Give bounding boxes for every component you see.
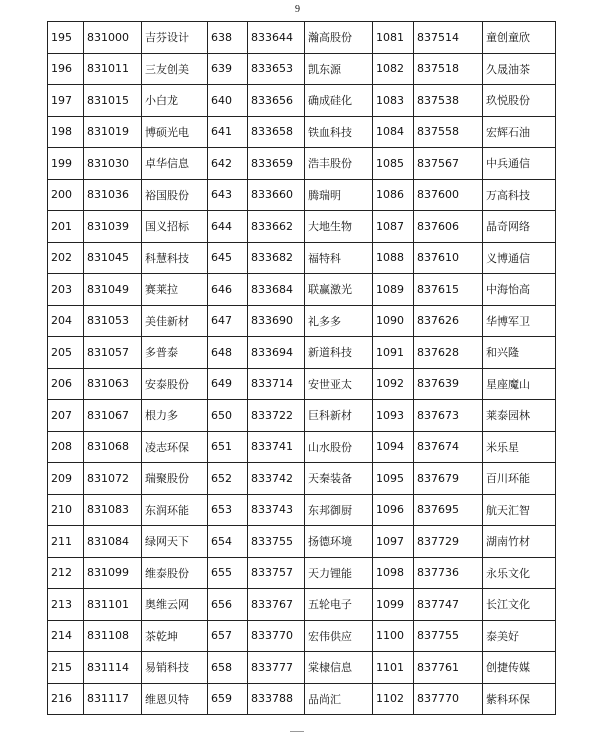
table-row (48, 53, 556, 85)
table-cell-index-a: 196 (48, 53, 84, 85)
table-cell-index-a: 213 (48, 589, 84, 621)
table-cell-code-b: 833660 (248, 179, 305, 211)
table-cell-code-a: 831036 (84, 179, 142, 211)
table-cell-index-b: 653 (208, 494, 248, 526)
table-cell-index-a: 215 (48, 652, 84, 684)
table-cell-name-b: 宏伟供应 (305, 620, 373, 652)
table-cell-index-b: 648 (208, 337, 248, 369)
table-cell-code-b: 833743 (248, 494, 305, 526)
table-cell-code-c: 837610 (414, 242, 483, 274)
table-cell-code-c: 837606 (414, 211, 483, 243)
table-cell-name-c: 泰美好 (483, 620, 556, 652)
table-cell-code-c: 837755 (414, 620, 483, 652)
table-cell-name-b: 瀚高股份 (305, 22, 373, 54)
table-cell-name-a: 裕国股份 (142, 179, 208, 211)
table-cell-name-c: 米乐星 (483, 431, 556, 463)
table-cell-name-a: 吉芬设计 (142, 22, 208, 54)
table-cell-code-b: 833755 (248, 526, 305, 558)
table-cell-index-a: 214 (48, 620, 84, 652)
company-list-table (47, 21, 556, 715)
table-cell-code-b: 833777 (248, 652, 305, 684)
table-cell-code-a: 831067 (84, 400, 142, 432)
table-cell-code-b: 833757 (248, 557, 305, 589)
table-row (48, 22, 556, 54)
table-cell-name-a: 茶乾坤 (142, 620, 208, 652)
table-cell-name-a: 凌志环保 (142, 431, 208, 463)
table-cell-name-a: 瑞聚股份 (142, 463, 208, 495)
table-cell-name-a: 国义招标 (142, 211, 208, 243)
table-cell-name-b: 扬德环境 (305, 526, 373, 558)
table-cell-name-c: 久晟油茶 (483, 53, 556, 85)
table-row (48, 305, 556, 337)
table-cell-name-a: 科慧科技 (142, 242, 208, 274)
table-row (48, 116, 556, 148)
table-cell-code-a: 831039 (84, 211, 142, 243)
table-cell-index-b: 652 (208, 463, 248, 495)
table-cell-code-a: 831011 (84, 53, 142, 85)
table-cell-code-c: 837518 (414, 53, 483, 85)
table-cell-code-b: 833722 (248, 400, 305, 432)
table-cell-index-c: 1093 (373, 400, 414, 432)
table-cell-code-c: 837600 (414, 179, 483, 211)
table-cell-code-a: 831117 (84, 683, 142, 715)
table-cell-name-a: 多普泰 (142, 337, 208, 369)
table-cell-name-a: 绿网天下 (142, 526, 208, 558)
table-cell-name-b: 福特科 (305, 242, 373, 274)
table-cell-index-b: 647 (208, 305, 248, 337)
table-cell-name-a: 小白龙 (142, 85, 208, 117)
table-cell-name-b: 凯东源 (305, 53, 373, 85)
table-cell-index-c: 1096 (373, 494, 414, 526)
table-row (48, 211, 556, 243)
table-cell-index-a: 211 (48, 526, 84, 558)
table-cell-code-a: 831083 (84, 494, 142, 526)
table-cell-index-a: 216 (48, 683, 84, 715)
table-cell-index-c: 1090 (373, 305, 414, 337)
table-cell-code-b: 833684 (248, 274, 305, 306)
table-cell-code-b: 833662 (248, 211, 305, 243)
table-row (48, 400, 556, 432)
table-row (48, 463, 556, 495)
table-cell-name-c: 紫科环保 (483, 683, 556, 715)
table-row (48, 589, 556, 621)
table-cell-code-b: 833644 (248, 22, 305, 54)
table-cell-name-c: 晶奇网络 (483, 211, 556, 243)
table-cell-index-c: 1101 (373, 652, 414, 684)
table-cell-code-c: 837729 (414, 526, 483, 558)
table-row (48, 494, 556, 526)
table-cell-index-c: 1088 (373, 242, 414, 274)
table-cell-code-b: 833682 (248, 242, 305, 274)
table-cell-code-a: 831000 (84, 22, 142, 54)
table-cell-code-b: 833659 (248, 148, 305, 180)
table-cell-index-b: 646 (208, 274, 248, 306)
table-cell-code-a: 831015 (84, 85, 142, 117)
table-cell-code-a: 831099 (84, 557, 142, 589)
table-cell-index-c: 1092 (373, 368, 414, 400)
table-cell-name-c: 中海怡高 (483, 274, 556, 306)
table-cell-index-a: 207 (48, 400, 84, 432)
table-cell-name-c: 星座魔山 (483, 368, 556, 400)
table-cell-index-c: 1100 (373, 620, 414, 652)
table-cell-code-c: 837770 (414, 683, 483, 715)
table-cell-index-a: 204 (48, 305, 84, 337)
table-cell-index-b: 654 (208, 526, 248, 558)
table-cell-code-a: 831045 (84, 242, 142, 274)
table-cell-name-b: 品尚汇 (305, 683, 373, 715)
table-cell-index-a: 198 (48, 116, 84, 148)
table-cell-code-a: 831072 (84, 463, 142, 495)
table-body (48, 22, 556, 715)
table-cell-index-b: 651 (208, 431, 248, 463)
table-cell-code-c: 837514 (414, 22, 483, 54)
table-cell-code-c: 837558 (414, 116, 483, 148)
table-cell-name-b: 联赢激光 (305, 274, 373, 306)
table-cell-index-b: 645 (208, 242, 248, 274)
table-cell-index-b: 649 (208, 368, 248, 400)
page-edge-mark (290, 731, 304, 735)
table-cell-name-c: 湖南竹材 (483, 526, 556, 558)
table-cell-code-b: 833658 (248, 116, 305, 148)
table-cell-name-a: 三友创美 (142, 53, 208, 85)
table-cell-name-b: 安世亚太 (305, 368, 373, 400)
table-cell-index-a: 200 (48, 179, 84, 211)
table-cell-code-b: 833788 (248, 683, 305, 715)
table-cell-name-a: 维泰股份 (142, 557, 208, 589)
table-cell-name-c: 义博通信 (483, 242, 556, 274)
table-cell-index-b: 641 (208, 116, 248, 148)
table-cell-code-c: 837538 (414, 85, 483, 117)
table-cell-index-c: 1082 (373, 53, 414, 85)
table-cell-code-a: 831030 (84, 148, 142, 180)
table-cell-name-c: 和兴隆 (483, 337, 556, 369)
table-cell-name-a: 博硕光电 (142, 116, 208, 148)
table-cell-name-c: 长江文化 (483, 589, 556, 621)
table-cell-name-c: 童创童欣 (483, 22, 556, 54)
table-cell-code-b: 833714 (248, 368, 305, 400)
table-cell-index-c: 1097 (373, 526, 414, 558)
table-cell-code-a: 831068 (84, 431, 142, 463)
table-cell-name-c: 中兵通信 (483, 148, 556, 180)
table-cell-index-a: 201 (48, 211, 84, 243)
table-cell-name-b: 天秦装备 (305, 463, 373, 495)
table-cell-code-b: 833741 (248, 431, 305, 463)
table-cell-name-a: 易销科技 (142, 652, 208, 684)
table-cell-name-a: 奥维云网 (142, 589, 208, 621)
table-cell-code-c: 837695 (414, 494, 483, 526)
table-cell-index-b: 644 (208, 211, 248, 243)
table-cell-index-b: 643 (208, 179, 248, 211)
table-cell-index-a: 209 (48, 463, 84, 495)
table-cell-name-a: 赛莱拉 (142, 274, 208, 306)
table-cell-code-a: 831053 (84, 305, 142, 337)
table-row (48, 431, 556, 463)
table-cell-name-b: 五轮电子 (305, 589, 373, 621)
table-cell-code-c: 837674 (414, 431, 483, 463)
table-cell-index-b: 642 (208, 148, 248, 180)
table-row (48, 85, 556, 117)
table-cell-index-b: 657 (208, 620, 248, 652)
table-cell-code-c: 837761 (414, 652, 483, 684)
table-cell-index-a: 210 (48, 494, 84, 526)
table-cell-code-c: 837628 (414, 337, 483, 369)
table-cell-name-b: 礼多多 (305, 305, 373, 337)
table-cell-name-b: 浩丰股份 (305, 148, 373, 180)
table-row (48, 683, 556, 715)
table-cell-code-a: 831019 (84, 116, 142, 148)
table-row (48, 148, 556, 180)
table-cell-index-b: 650 (208, 400, 248, 432)
table-cell-code-c: 837615 (414, 274, 483, 306)
table-cell-index-b: 658 (208, 652, 248, 684)
page-number: 9 (295, 4, 300, 15)
table-cell-name-a: 根力多 (142, 400, 208, 432)
table-cell-name-c: 华博军卫 (483, 305, 556, 337)
table-cell-index-c: 1086 (373, 179, 414, 211)
table-cell-name-a: 卓华信息 (142, 148, 208, 180)
table-cell-code-c: 837639 (414, 368, 483, 400)
table-cell-name-b: 巨科新材 (305, 400, 373, 432)
table-cell-index-b: 638 (208, 22, 248, 54)
table-cell-name-c: 万高科技 (483, 179, 556, 211)
table-cell-code-c: 837747 (414, 589, 483, 621)
table-cell-code-a: 831108 (84, 620, 142, 652)
table-cell-code-c: 837626 (414, 305, 483, 337)
table-cell-code-b: 833653 (248, 53, 305, 85)
table-cell-index-b: 640 (208, 85, 248, 117)
table-cell-index-a: 197 (48, 85, 84, 117)
table-cell-code-c: 837736 (414, 557, 483, 589)
table-cell-index-c: 1085 (373, 148, 414, 180)
table-cell-index-b: 639 (208, 53, 248, 85)
table-cell-index-c: 1087 (373, 211, 414, 243)
table-cell-index-c: 1089 (373, 274, 414, 306)
table-cell-name-a: 安泰股份 (142, 368, 208, 400)
table-cell-index-c: 1083 (373, 85, 414, 117)
table-cell-index-a: 205 (48, 337, 84, 369)
table-cell-name-c: 永乐文化 (483, 557, 556, 589)
table-row (48, 526, 556, 558)
table-cell-code-a: 831084 (84, 526, 142, 558)
table-cell-index-a: 199 (48, 148, 84, 180)
table-cell-code-a: 831063 (84, 368, 142, 400)
table-cell-name-b: 铁血科技 (305, 116, 373, 148)
table-cell-name-c: 宏辉石油 (483, 116, 556, 148)
table-row (48, 368, 556, 400)
table-cell-index-a: 195 (48, 22, 84, 54)
table-cell-code-a: 831114 (84, 652, 142, 684)
table-cell-name-c: 航天汇智 (483, 494, 556, 526)
table-cell-name-b: 腾瑞明 (305, 179, 373, 211)
table-cell-name-c: 百川环能 (483, 463, 556, 495)
table-cell-code-b: 833656 (248, 85, 305, 117)
table-row (48, 557, 556, 589)
table-row (48, 179, 556, 211)
table-cell-index-c: 1098 (373, 557, 414, 589)
table-row (48, 337, 556, 369)
table-cell-index-c: 1081 (373, 22, 414, 54)
table-cell-name-b: 确成硅化 (305, 85, 373, 117)
table-cell-index-a: 202 (48, 242, 84, 274)
table-cell-name-c: 玖悦股份 (483, 85, 556, 117)
table-cell-code-c: 837673 (414, 400, 483, 432)
table-cell-name-b: 东邦御厨 (305, 494, 373, 526)
table-cell-code-b: 833742 (248, 463, 305, 495)
table-cell-name-c: 创捷传媒 (483, 652, 556, 684)
table-cell-index-c: 1102 (373, 683, 414, 715)
table-cell-index-a: 203 (48, 274, 84, 306)
table-cell-index-a: 208 (48, 431, 84, 463)
table-cell-index-b: 659 (208, 683, 248, 715)
table-cell-code-c: 837679 (414, 463, 483, 495)
table-cell-index-c: 1095 (373, 463, 414, 495)
table-cell-index-a: 212 (48, 557, 84, 589)
table-cell-code-a: 831101 (84, 589, 142, 621)
table-cell-name-b: 新道科技 (305, 337, 373, 369)
table-cell-name-c: 莱泰园林 (483, 400, 556, 432)
table-cell-code-c: 837567 (414, 148, 483, 180)
table-cell-name-b: 棠棣信息 (305, 652, 373, 684)
table-cell-index-c: 1084 (373, 116, 414, 148)
table-cell-code-b: 833694 (248, 337, 305, 369)
table-cell-code-b: 833767 (248, 589, 305, 621)
table-row (48, 652, 556, 684)
table-cell-code-a: 831049 (84, 274, 142, 306)
table-cell-code-b: 833690 (248, 305, 305, 337)
table-cell-index-b: 656 (208, 589, 248, 621)
table-cell-index-a: 206 (48, 368, 84, 400)
table-row (48, 242, 556, 274)
table-cell-name-a: 维恩贝特 (142, 683, 208, 715)
table-cell-index-c: 1094 (373, 431, 414, 463)
table-row (48, 274, 556, 306)
table-cell-index-b: 655 (208, 557, 248, 589)
table-cell-code-b: 833770 (248, 620, 305, 652)
table-cell-name-b: 天力锂能 (305, 557, 373, 589)
table-cell-index-c: 1099 (373, 589, 414, 621)
table-cell-name-a: 东润环能 (142, 494, 208, 526)
table-cell-index-c: 1091 (373, 337, 414, 369)
table-cell-code-a: 831057 (84, 337, 142, 369)
table-row (48, 620, 556, 652)
table-cell-name-b: 山水股份 (305, 431, 373, 463)
table-cell-name-b: 大地生物 (305, 211, 373, 243)
table-cell-name-a: 美佳新材 (142, 305, 208, 337)
